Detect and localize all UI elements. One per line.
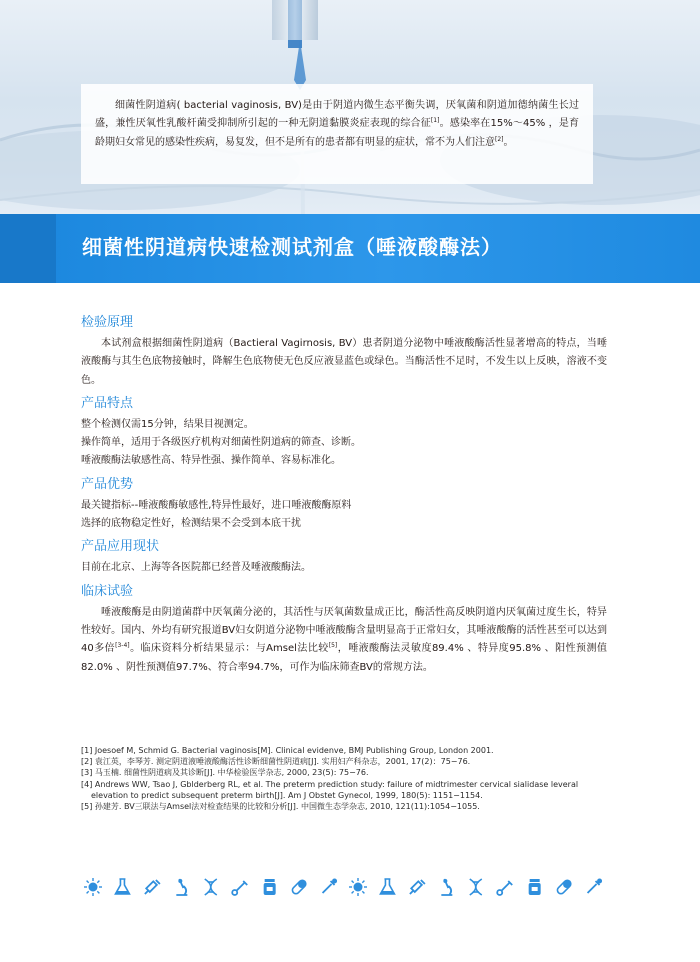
section-clinical	[81, 583, 607, 677]
dropper-icon	[588, 879, 603, 894]
syringe-icon	[145, 880, 160, 894]
section-heading: 产品应用现状	[81, 539, 160, 555]
reference-item: [3] 马玉楠. 细菌性阴道病及其诊断[J]. 中华检验医学杂志, 2000, 23(5): 75−76.	[81, 768, 369, 778]
flask-icon	[380, 879, 394, 894]
reference-item-continuation: elevation to predict subsequent preterm birth[J]. Am J Obstet Gynecol, 1999, 180(5): 1151−1154.	[91, 790, 483, 800]
section-heading: 产品优势	[81, 476, 134, 492]
section-text: 本试剂盒根据细菌性阴道病（Bactieral Vagirnosis, BV）患者阴道分泌物中唾液酸酶活性显著增高的特点，当唾液酸酶与其生色底物接触时，降解生色底物使无色反应液显蓝色或绿色。当酶活性不足时，不发生以上反映，溶液不变色。	[81, 338, 607, 386]
section-heading: 临床试验	[81, 583, 134, 599]
clinical-text-2: 。临床资料分析结果显示：与Amsel法比较	[129, 643, 329, 655]
advantage-line: 最关键指标--唾液酸酶敏感性,特异性最好，进口唾液酸酶原料	[81, 499, 352, 511]
hero-banner	[0, 0, 700, 222]
section-principle	[81, 314, 607, 390]
references	[81, 745, 611, 812]
section-heading: 产品特点	[81, 395, 134, 411]
clinical-paragraph	[81, 604, 607, 677]
dna-icon	[470, 879, 482, 895]
syringe-icon	[410, 880, 425, 894]
test-tube-icon	[232, 881, 247, 895]
flask-icon	[115, 879, 129, 894]
citation-sup: [1]	[430, 117, 440, 125]
citation-sup: [2]	[495, 135, 504, 143]
dna-icon	[205, 879, 217, 895]
section-text: 目前在北京、上海等各医院都已经普及唾液酸酶法。	[81, 562, 311, 574]
section-heading: 检验原理	[81, 315, 134, 330]
citation-sup: [5]	[328, 642, 338, 650]
feature-line: 整个检测仅需15分钟，结果目视测定。	[81, 418, 254, 430]
reference-item: [5] 孙建芳. BV三联法与Amsel法对检查结果的比较和分析[J]. 中国微生态学杂志, 2010, 121(11):1054−1055.	[81, 802, 480, 812]
pill-bottle-icon	[529, 879, 541, 895]
intro-text: 细菌性阴道病( bacterial vaginosis, BV)是由于阴道内微生态平衡失调，厌氧菌和阴道加德纳菌生长过盛，兼性厌氧性乳酸杆菌受抑制所引起的一种无阴道黏膜炎症表现的综合征	[95, 100, 579, 130]
clinical-text-3: ，唾液酸酶法灵敏度89.4% 、特异度95.8% 、阳性预测值82.0% 、阴性预测值97.7%、符合率94.7%，可作为临床筛查BV的常规方法。	[81, 643, 607, 673]
section-advantages	[81, 476, 607, 534]
title-band-strip	[0, 214, 56, 283]
title-band	[0, 214, 700, 283]
clinical-text: 唾液酸酶是由阴道菌群中厌氧菌分泌的，其活性与厌氧菌数量成正比，酶活性高反映阴道内厌氧菌过度生长，特异性较好。国内、外均有研究报道BV妇女阴道分泌物中唾液酸酶含量明显高于正常妇女，其唾液酸酶的活性甚至可以达到40多倍	[81, 606, 607, 655]
intro-end: 。	[503, 136, 514, 148]
feature-line: 唾液酸酶法敏感性高、特异性强、操作简单、容易标准化。	[81, 455, 341, 467]
test-tube-icon	[497, 881, 512, 895]
main-content	[81, 314, 607, 682]
intro-text-2: 。感染率在15%～45% ，是育龄期妇女常见的感染性疾病，易复发，但不是所有的患者都有明显的症状，常不为人们注意	[95, 118, 580, 148]
reference-item: [1] Joesoef M, Schmid G. Bacterial vaginosis[M]. Clinical evidenve, BMJ Publishing Group, London 2001.	[81, 746, 494, 755]
section-status	[81, 538, 607, 577]
capsule-icon	[556, 879, 572, 895]
section-features	[81, 395, 607, 471]
dropper-icon	[323, 879, 338, 894]
reference-item: [4] Andrews WW, Tsao J, Gblderberg RL, et al. The preterm prediction study: failure of midtrimester cervical sialidase leveral	[81, 779, 579, 789]
intro-paragraph	[95, 97, 579, 152]
reference-item: [2] 袁江英，李琴芳. 测定阴道液唾液酸酶活性诊断细菌性阴道病[J]. 实用妇产科杂志，2001, 17(2)：75−76.	[81, 757, 471, 767]
virus-icon	[84, 878, 102, 896]
capsule-icon	[291, 879, 307, 895]
pill-bottle-icon	[264, 879, 276, 895]
microscope-icon	[176, 879, 187, 895]
lab-icons	[81, 876, 611, 898]
virus-icon	[349, 878, 367, 896]
citation-sup: [3-4]	[115, 642, 130, 650]
advantage-line: 选择的底物稳定性好，检测结果不会受到本底干扰	[81, 518, 301, 530]
microscope-icon	[441, 879, 452, 895]
intro-box	[81, 84, 593, 184]
page-title: 细菌性阴道病快速检测试剂盒（唾液酸酶法）	[82, 235, 502, 259]
lab-icons-row	[81, 876, 611, 898]
feature-line: 操作简单，适用于各级医疗机构对细菌性阴道病的筛查、诊断。	[81, 437, 361, 449]
